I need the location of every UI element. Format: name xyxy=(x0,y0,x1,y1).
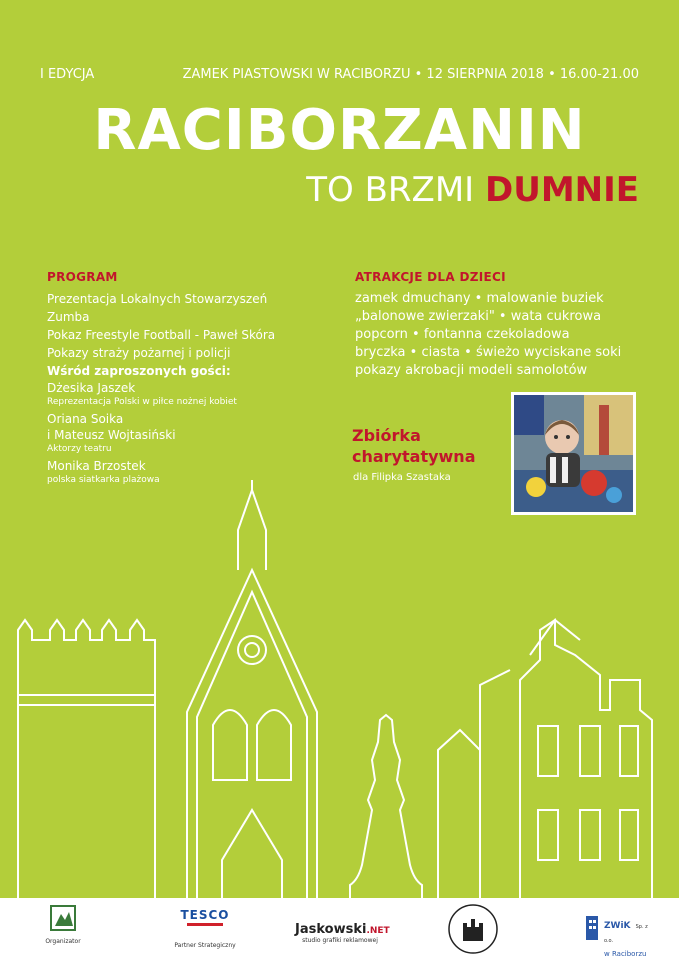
program-item: Pokazy straży pożarnej i policji xyxy=(47,346,231,360)
jaskowski-sub: studio grafiki reklamowej xyxy=(302,937,378,944)
tesco-text: TESCO xyxy=(180,908,230,922)
jaskowski-name: Jaskowski xyxy=(295,922,367,937)
skyline-outline xyxy=(0,480,679,900)
jaskowski-logo[interactable] xyxy=(295,898,390,944)
program-heading: PROGRAM xyxy=(47,270,118,284)
organizer-caption: Organizator xyxy=(45,938,81,945)
tesco-caption: Partner Strategiczny xyxy=(174,942,236,949)
charity-line1: Zbiórka xyxy=(352,426,421,445)
guest-role: polska siatkarka plażowa xyxy=(47,475,160,485)
program-item: Zumba xyxy=(47,310,90,324)
zwik-name: ZWiK xyxy=(604,921,631,931)
kids-line: zamek dmuchany • malowanie buziek xyxy=(355,291,604,306)
kids-line: popcorn • fontanna czekoladowa xyxy=(355,327,570,342)
sponsor-bar xyxy=(0,898,679,960)
church-outline xyxy=(187,570,317,900)
small-house-outline xyxy=(438,730,480,900)
guest-name: Oriana Soika xyxy=(47,412,124,426)
program-item: Prezentacja Lokalnych Stowarzyszeń xyxy=(47,292,268,306)
program-item: Pokaz Freestyle Football - Paweł Skóra xyxy=(47,328,276,342)
guest-name: Dżesika Jaszek xyxy=(47,381,136,395)
column-outline xyxy=(350,715,422,900)
main-title: RACIBORZANIN xyxy=(93,98,586,163)
castle-seal-icon xyxy=(448,901,498,957)
kids-line: „balonowe zwierzaki" • wata cukrowa xyxy=(355,309,602,324)
event-info: ZAMEK PIASTOWSKI W RACIBORZU • 12 SIERPNIA 2018 • 16.00-21.00 xyxy=(182,67,639,82)
zwik-city: w Raciborzu xyxy=(604,950,647,958)
tesco-stripe xyxy=(187,923,223,926)
guests-heading: Wśród zaproszonych gości: xyxy=(47,364,231,378)
kids-line: pokazy akrobacji modeli samolotów xyxy=(355,363,588,378)
kids-line: bryczka • ciasta • świeżo wyciskane soki xyxy=(355,345,622,360)
edition-label: I EDYCJA xyxy=(40,67,95,82)
left-tower xyxy=(18,620,155,900)
jaskowski-net: .NET xyxy=(366,926,390,936)
guest-role: Reprezentacja Polski w piłce nożnej kobiet xyxy=(47,397,237,407)
zamek-piastowski-logo[interactable] xyxy=(445,898,501,960)
zwik-building-icon xyxy=(584,912,602,942)
guest-name-second: i Mateusz Wojtasiński xyxy=(47,428,176,442)
jaskowski-text xyxy=(295,922,390,937)
subtitle-highlight: DUMNIE xyxy=(485,170,639,210)
kids-heading: ATRAKCJE DLA DZIECI xyxy=(355,270,506,284)
subtitle xyxy=(306,170,639,210)
program-section xyxy=(47,270,317,486)
subtitle-prefix: TO BRZMI xyxy=(306,170,475,210)
organizer-icon xyxy=(49,904,77,934)
zwik-text-block xyxy=(604,918,650,959)
guest-name: Monika Brzostek xyxy=(47,459,146,473)
organizer-logo[interactable] xyxy=(38,898,88,945)
guest-role: Aktorzy teatru xyxy=(47,444,112,454)
right-building-outline xyxy=(520,620,652,900)
charity-title xyxy=(352,425,475,467)
charity-subtitle: dla Filipka Szastaka xyxy=(353,472,451,483)
zwik-spzoo: Sp. z o.o. xyxy=(604,924,648,944)
kids-section xyxy=(355,270,635,380)
charity-line2: charytatywna xyxy=(352,447,476,466)
tesco-logo[interactable] xyxy=(170,898,240,949)
